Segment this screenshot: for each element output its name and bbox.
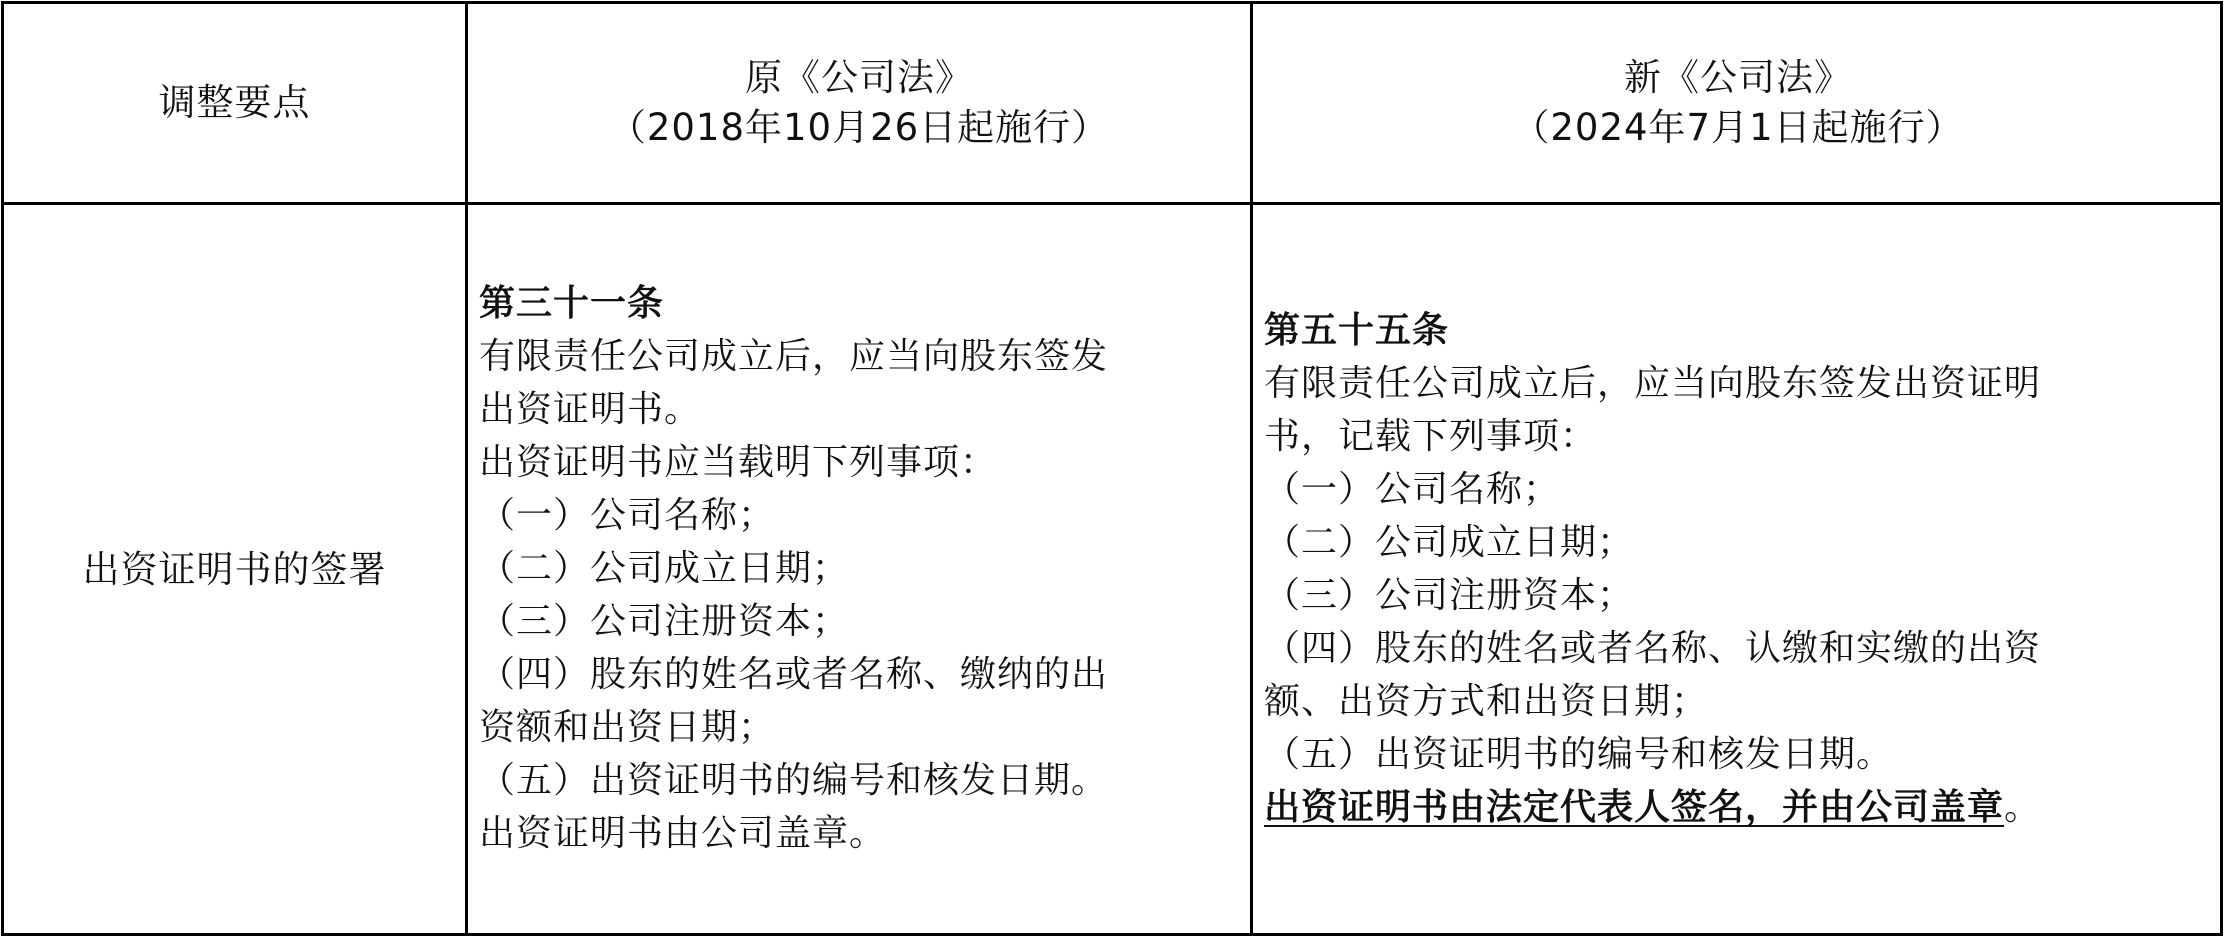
old-law-line: 出资证明书。: [479, 389, 702, 430]
new-law-text: [1264, 304, 2041, 834]
old-law-line: 出资证明书由公司盖章。: [479, 813, 887, 854]
new-law-emphasis-suffix: 。: [2004, 787, 2042, 828]
new-law-line: 有限责任公司成立后，应当向股东签发出资证明: [1264, 363, 2042, 404]
new-law-line: （四）股东的姓名或者名称、认缴和实缴的出资: [1264, 628, 2042, 669]
new-law-article-number: 第五十五条: [1264, 310, 1450, 351]
old-law-article-number: 第三十一条: [479, 283, 665, 324]
header-key-cell: [4, 4, 465, 202]
header-key-title: 调整要点: [158, 81, 311, 124]
old-law-effective-date: （2018年10月26日起施行）: [608, 106, 1110, 149]
old-law-line: （二）公司成立日期；: [479, 548, 850, 589]
old-law-content-cell: [468, 205, 1250, 935]
new-law-line: （二）公司成立日期；: [1264, 522, 1635, 563]
header-old-law-cell: [468, 4, 1250, 202]
old-law-line: 有限责任公司成立后，应当向股东签发: [479, 336, 1109, 377]
new-law-content-cell: [1253, 205, 2223, 935]
old-law-line: （四）股东的姓名或者名称、缴纳的出: [479, 654, 1109, 695]
header-new-law-cell: [1253, 4, 2223, 202]
new-law-emphasis-line: [1264, 781, 2041, 834]
comparison-table: [1, 1, 2223, 936]
adjustment-point-label: 出资证明书的签署: [82, 548, 387, 591]
new-law-line: 书，记载下列事项：: [1264, 416, 1598, 457]
old-law-line: （三）公司注册资本；: [479, 601, 850, 642]
old-law-text: [479, 277, 1108, 860]
new-law-emphasis-text: 出资证明书由法定代表人签名，并由公司盖章: [1264, 787, 2005, 828]
new-law-line: （五）出资证明书的编号和核发日期。: [1264, 734, 1894, 775]
old-law-line: （一）公司名称；: [479, 495, 776, 536]
old-law-line: 资额和出资日期；: [479, 707, 776, 748]
new-law-title: 新《公司法》: [1624, 56, 1852, 99]
old-law-line: （五）出资证明书的编号和核发日期。: [479, 760, 1109, 801]
new-law-line: 额、出资方式和出资日期；: [1264, 681, 1709, 722]
new-law-line: （一）公司名称；: [1264, 469, 1561, 510]
old-law-line: 出资证明书应当载明下列事项：: [479, 442, 998, 483]
new-law-effective-date: （2024年7月1日起施行）: [1512, 106, 1964, 149]
old-law-title: 原《公司法》: [745, 56, 973, 99]
adjustment-point-cell: [4, 205, 465, 935]
new-law-line: （三）公司注册资本；: [1264, 575, 1635, 616]
